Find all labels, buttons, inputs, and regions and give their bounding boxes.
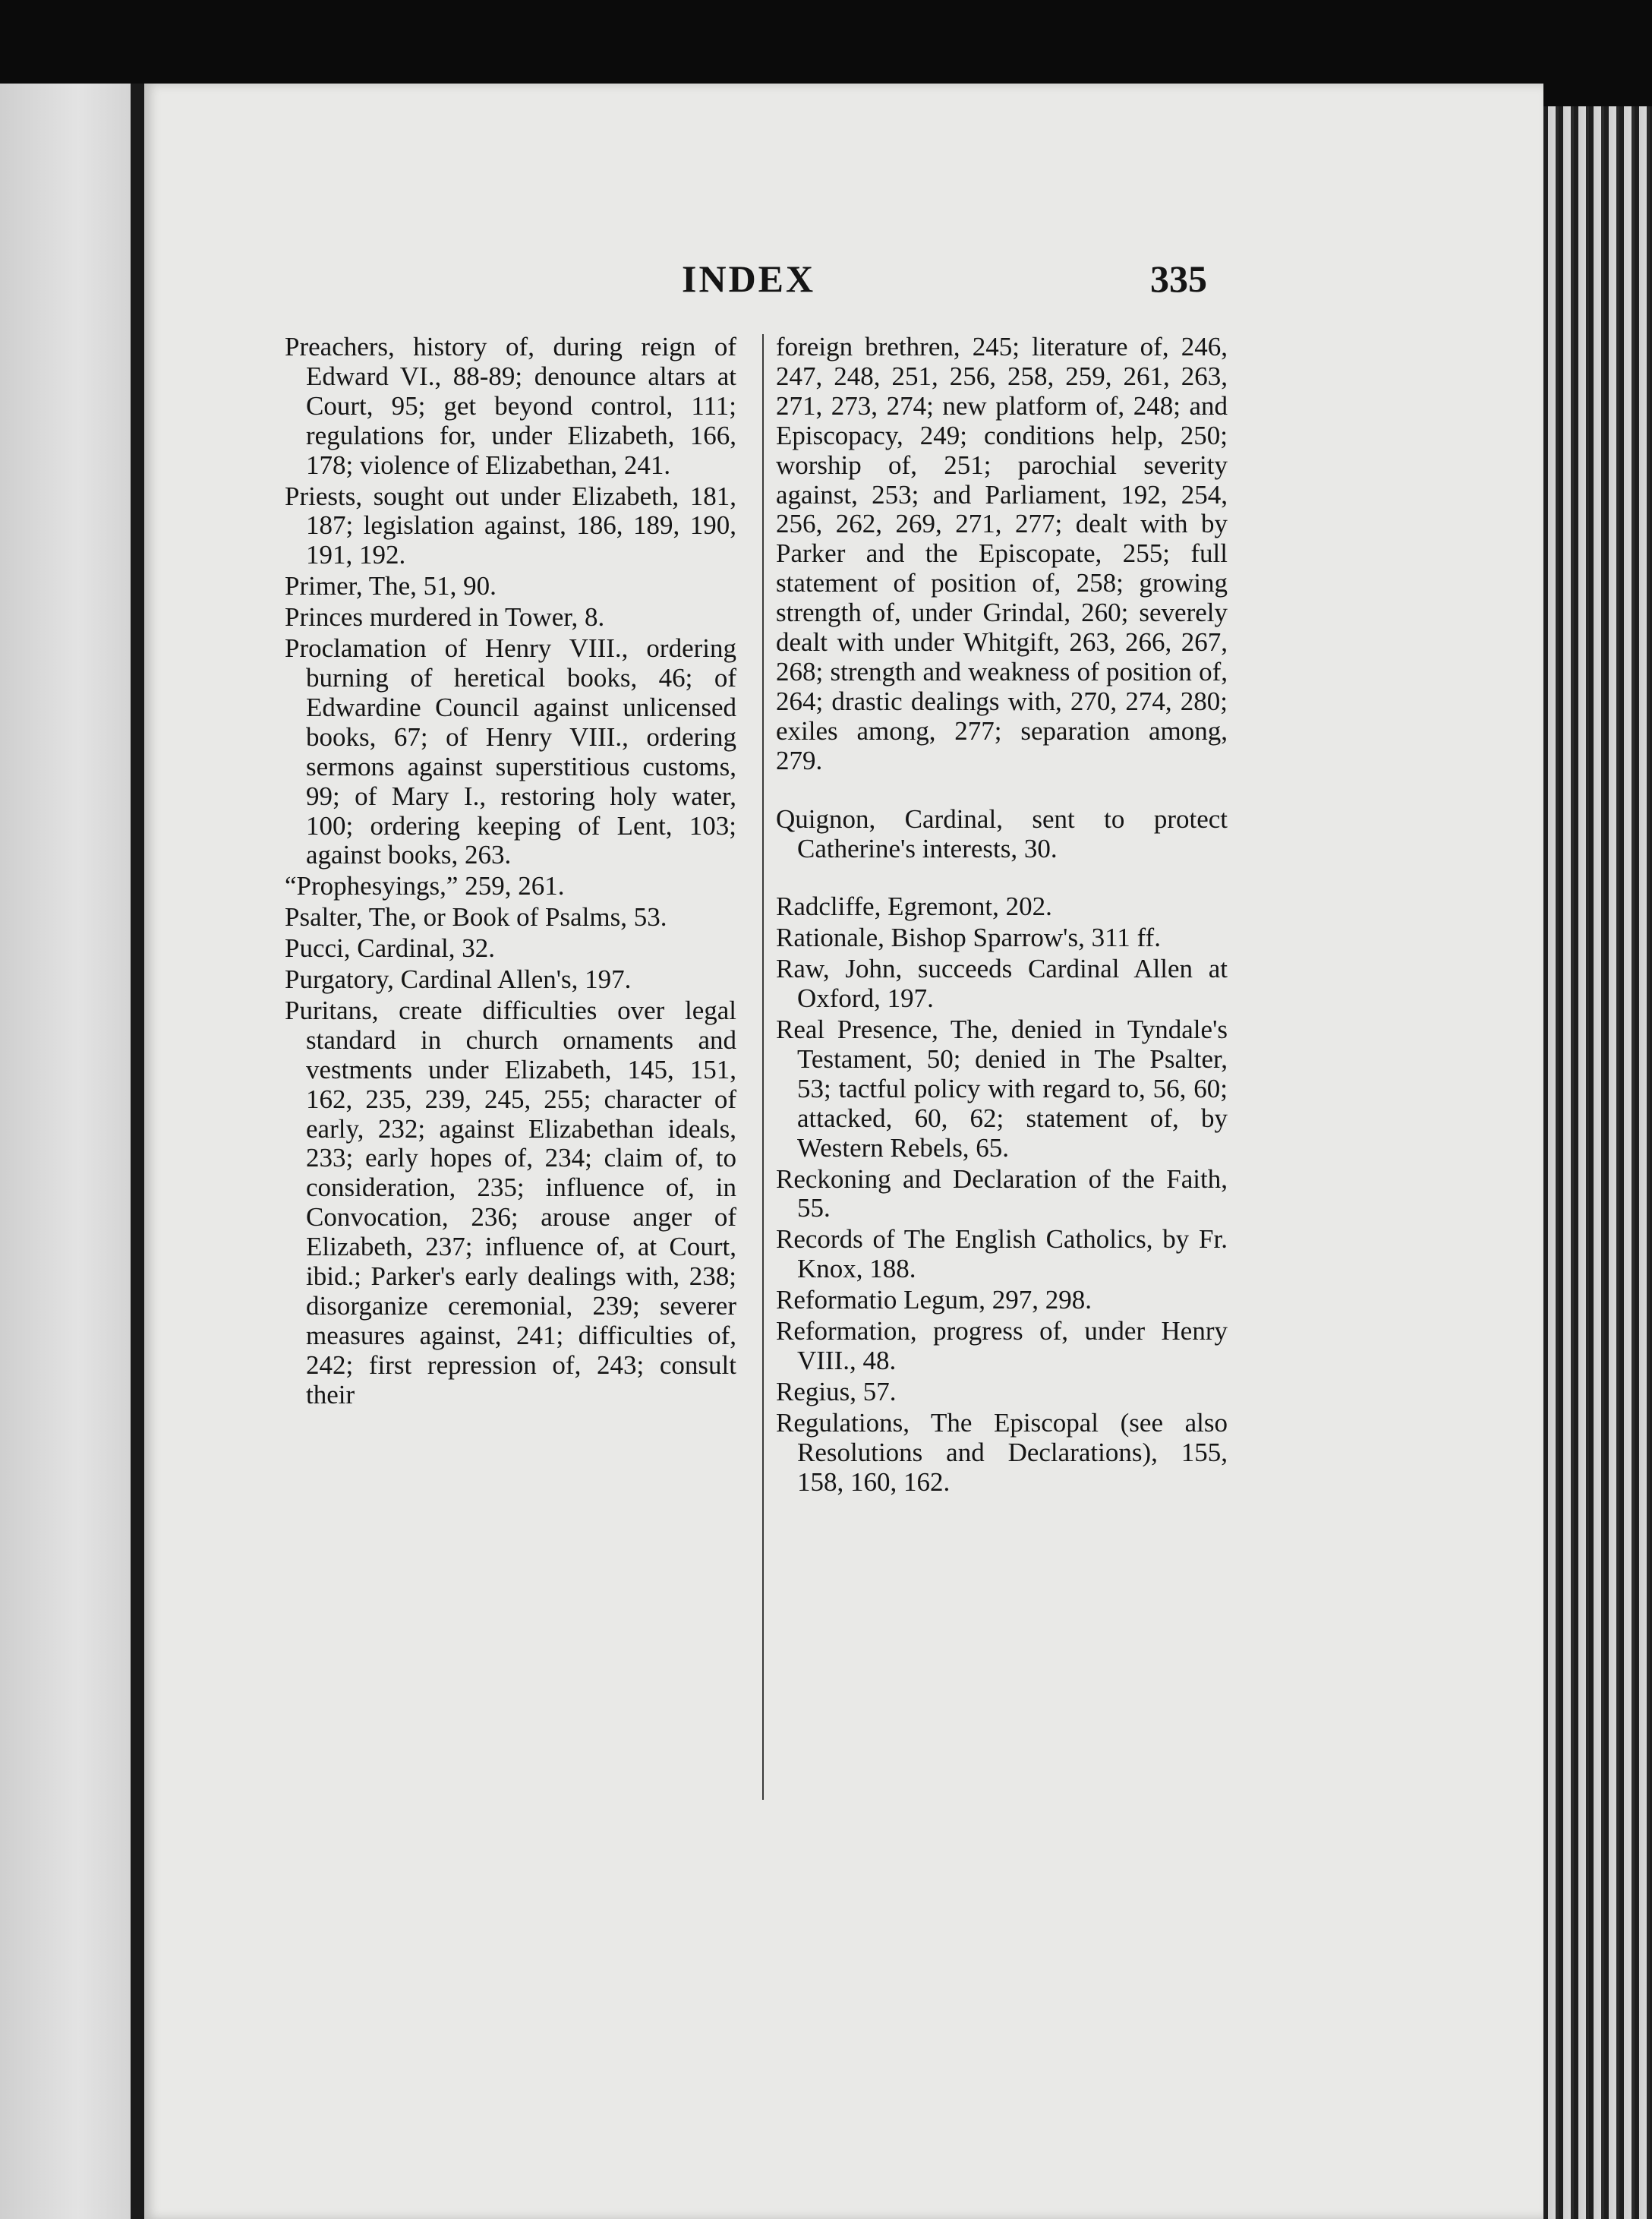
facing-page-edge — [0, 84, 131, 2219]
index-entry: Quignon, Cardinal, sent to protect Catherine's interests, 30. — [776, 803, 1228, 863]
index-entry: Princes murdered in Tower, 8. — [285, 602, 605, 633]
index-entry: Raw, John, succeeds Cardinal Allen at Oxford, 197. — [776, 954, 1228, 1014]
book-gutter — [131, 84, 144, 2219]
index-entry: Proclamation of Henry VIII., ordering burning of heretical books, 46; of Edwardine Council against unlicensed books, 67; of Henry VIII., ordering sermons against superstitious customs, 99; of Mary I., restoring holy water, 100; ordering keeping of Lent, 103; against books, 263. — [285, 633, 736, 870]
index-entry-continued: foreign brethren, 245; literature of, 246, 247, 248, 251, 256, 258, 259, 261, 263, 271, 273, 274; new platform of, 248; and Episcopacy, 249; conditions help, 250; worship of, 251; parochial severity against, 253; and Parliament, 192, 254, 256, 262, 269, 271, 277; dealt with by Parker and the Episcopate, 255; full statement of position of, 258; growing strength of, under Grindal, 260; severely dealt with under Whitgift, 263, 266, 267, 268; strength and weakness of position of, 264; drastic dealings with, 270, 274, 280; exiles among, 277; separation among, 279. — [776, 332, 1228, 775]
index-entry: Records of The English Catholics, by Fr. Knox, 188. — [776, 1224, 1228, 1284]
index-entry: Priests, sought out under Elizabeth, 181, 187; legislation against, 186, 189, 190, 191, 192. — [285, 481, 736, 570]
index-entry: Regius, 57. — [776, 1376, 897, 1406]
index-entry: Reckoning and Declaration of the Faith, 55. — [776, 1163, 1228, 1223]
index-entry: Rationale, Bishop Sparrow's, 311 ff. — [776, 923, 1161, 953]
scan-top-border — [0, 0, 1652, 84]
index-entry: Primer, The, 51, 90. — [285, 571, 497, 601]
index-column-right — [776, 333, 1228, 1499]
index-entry: Real Presence, The, denied in Tyndale's Testament, 50; denied in The Psalter, 53; tactful policy with regard to, 56, 60; attacked, 60, 62; statement of, by Western Rebels, 65. — [776, 1015, 1228, 1163]
index-entry: Preachers, history of, during reign of Edward VI., 88-89; denounce altars at Court, 95; get beyond control, 111; regulations for, under Elizabeth, 166, 178; violence of Elizabethan, 241. — [285, 332, 736, 480]
index-entry: Psalter, The, or Book of Psalms, 53. — [285, 902, 667, 933]
index-entry: “Prophesyings,” 259, 261. — [285, 871, 565, 901]
index-entry: Regulations, The Episcopal (see also Resolutions and Declarations), 155, 158, 160, 162. — [776, 1407, 1228, 1497]
running-head: INDEX — [682, 257, 816, 300]
index-entry: Puritans, create difficulties over legal standard in church ornaments and vestments under Elizabeth, 145, 151, 162, 235, 239, 245, 255; character of early, 232; against Elizabethan ideals, 233; early hopes of, 234; claim of, to consideration, 235; influence of, in Convocation, 236; arouse anger of Elizabeth, 237; influence of, at Court, ibid.; Parker's early dealings with, 238; disorganize ceremonial, 239; severer measures against, 241; difficulties of, 242; first repression of, 243; consult their — [285, 995, 736, 1409]
page-number: 335 — [1150, 257, 1207, 300]
column-divider — [762, 334, 764, 1800]
index-column-left — [285, 333, 736, 1412]
index-entry: Radcliffe, Egremont, 202. — [776, 892, 1052, 922]
index-entry: Reformatio Legum, 297, 298. — [776, 1285, 1092, 1315]
index-entry: Purgatory, Cardinal Allen's, 197. — [285, 964, 632, 995]
index-entry: Reformation, progress of, under Henry VIII., 48. — [776, 1316, 1228, 1375]
index-entry: Pucci, Cardinal, 32. — [285, 933, 496, 964]
page-stack-edge — [1543, 106, 1652, 2219]
